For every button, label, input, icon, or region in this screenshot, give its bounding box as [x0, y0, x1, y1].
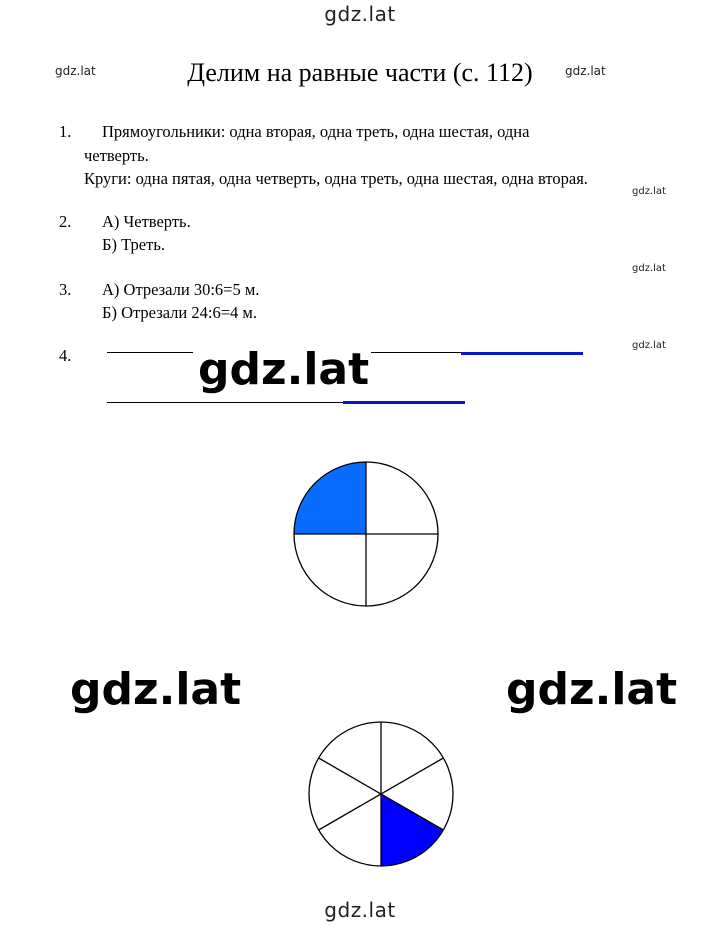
item-number: 1. — [59, 122, 72, 141]
watermark-big-center: gdz.lat — [198, 344, 370, 395]
item-text: Прямоугольники: одна вторая, одна треть, одна шестая, одна — [102, 122, 530, 141]
item-text: А) Четверть. — [102, 212, 191, 231]
item-text: Б) Отрезали 24:6=4 м. — [102, 303, 257, 322]
segment-blue-part — [343, 401, 465, 404]
watermark-title-right: gdz.lat — [565, 64, 606, 78]
watermark-item2: gdz.lat — [632, 263, 666, 274]
watermark-big-left: gdz.lat — [70, 664, 242, 715]
item-number: 4. — [59, 346, 72, 365]
segment-line — [107, 352, 193, 353]
segment-line — [107, 402, 343, 403]
item-text: Круги: одна пятая, одна четверть, одна треть, одна шестая, одна вторая. — [84, 169, 588, 188]
circle-quarters-shaded-part — [294, 462, 366, 534]
watermark-title-left: gdz.lat — [55, 64, 96, 78]
item-number: 3. — [59, 280, 72, 299]
item-text: А) Отрезали 30:6=5 м. — [102, 280, 260, 299]
item-number: 2. — [59, 212, 72, 231]
watermark-item1: gdz.lat — [632, 186, 666, 197]
item-text: Б) Треть. — [102, 235, 165, 254]
watermark-item3: gdz.lat — [632, 340, 666, 351]
watermark-top: gdz.lat — [324, 2, 396, 26]
watermark-big-right: gdz.lat — [506, 664, 678, 715]
item-text: четверть. — [84, 146, 149, 165]
circle-quarters — [292, 460, 440, 608]
circle-sixths-shaded-part — [381, 794, 443, 866]
page-title: Делим на равные части (с. 112) — [187, 58, 533, 87]
segment-blue-part — [461, 352, 583, 355]
circle-sixths — [307, 720, 455, 868]
segment-line — [371, 352, 461, 353]
watermark-bottom: gdz.lat — [324, 898, 396, 922]
